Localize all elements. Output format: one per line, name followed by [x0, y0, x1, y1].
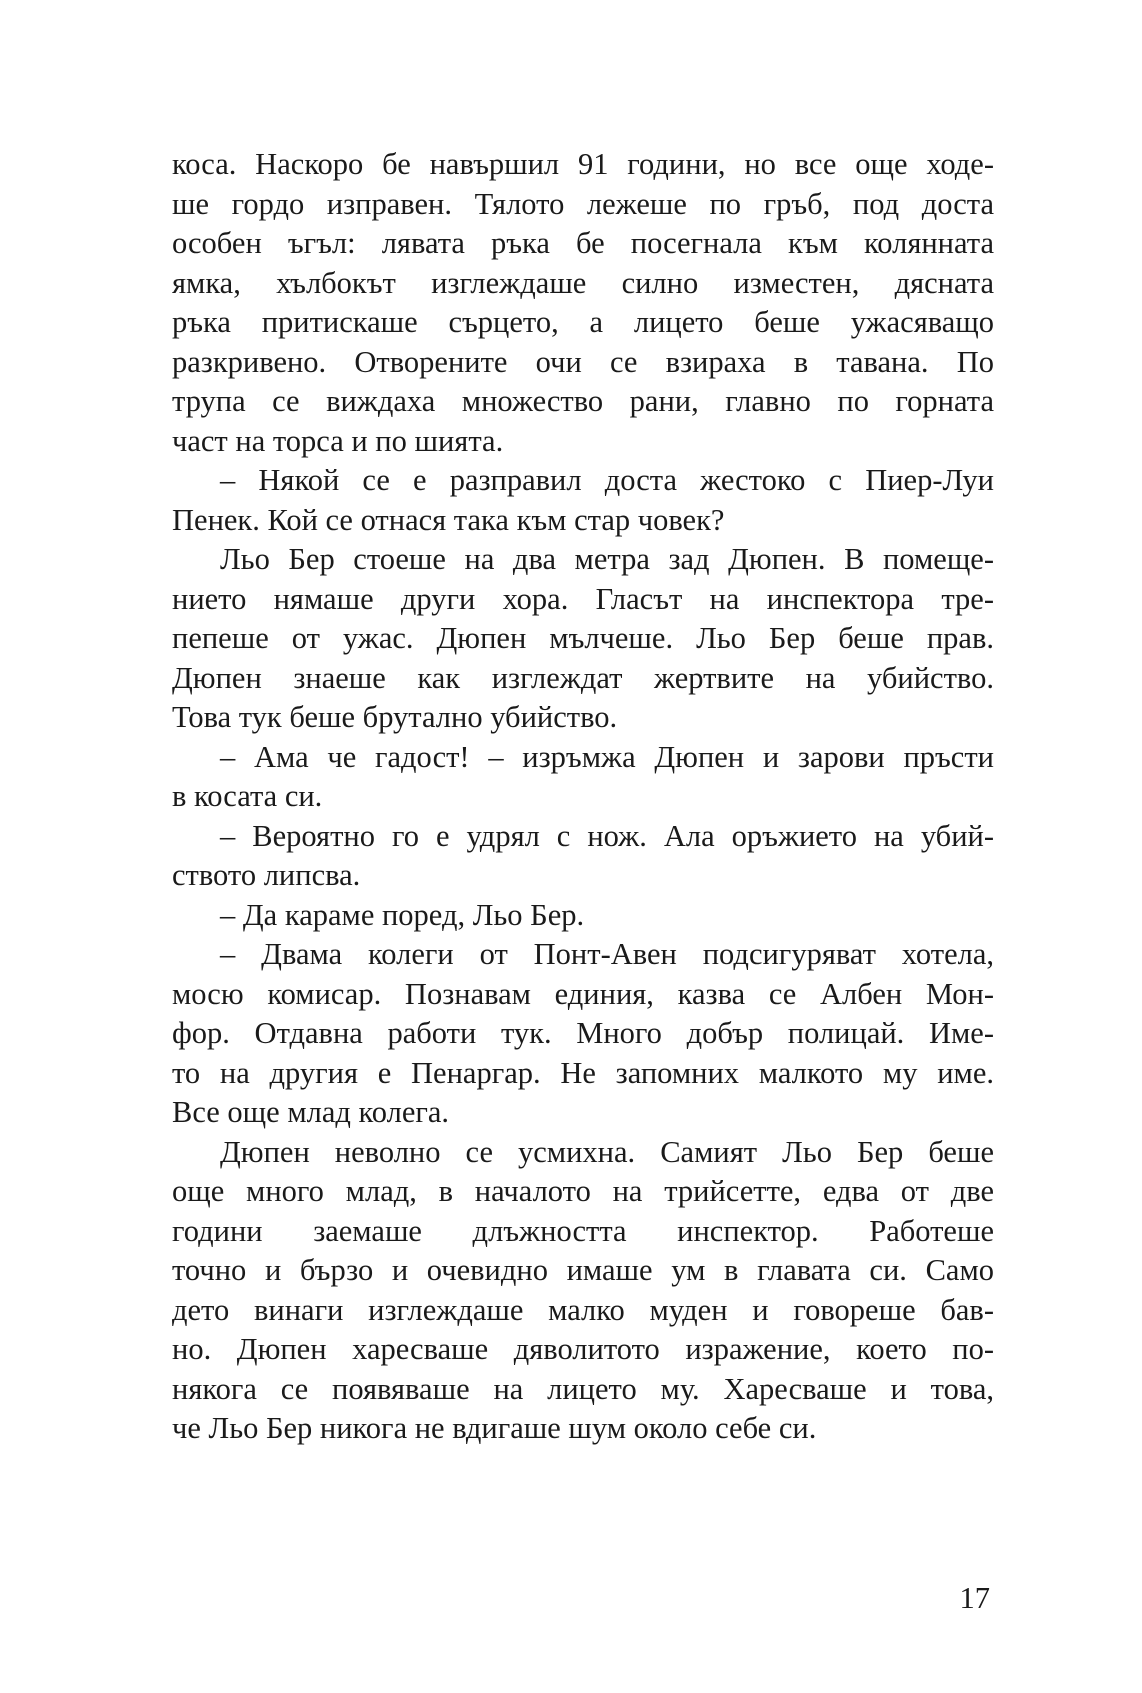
text-line: разкривено. Отворените очи се взираха в тавана. По	[172, 344, 994, 379]
text-line: ръка притискаше сърцето, а лицето беше ужасяващо	[172, 305, 994, 339]
text-line: – Някой се е разправил доста жестоко с Пиер-Луи	[220, 463, 994, 497]
text-line: то на другия е Пенаргар. Не запомних малкото му име.	[172, 1055, 994, 1090]
text-line: пепеше от ужас. Дюпен мълчеше. Льо Бер беше прав.	[172, 621, 994, 655]
text-line: Все още млад колега.	[172, 1095, 450, 1129]
text-line: Дюпен неволно се усмихна. Самият Льо Бер беше	[220, 1134, 994, 1169]
text-line: – Да караме поред, Льо Бер.	[220, 897, 585, 932]
text-line: ямка, хълбокът изглеждаше силно изместен, дясната	[172, 265, 994, 300]
text-line: част на торса и по шията.	[172, 423, 504, 458]
text-line: особен ъгъл: лявата ръка бе посегнала към колянната	[172, 226, 994, 260]
text-line: фор. Отдавна работи тук. Много добър полицай. Име-	[172, 1016, 994, 1050]
text-line: още много млад, в началото на трийсетте, едва от две	[172, 1174, 994, 1208]
text-line: някога се появяваше на лицето му. Харесваше и това,	[172, 1371, 994, 1406]
text-line: – Вероятно го е удрял с нож. Ала оръжието на убий-	[220, 818, 994, 853]
text-line: ше гордо изправен. Тялото лежеше по гръб, под доста	[172, 186, 994, 221]
page-number: 17	[959, 1581, 990, 1615]
text-line: нието нямаше други хора. Гласът на инспектора тре-	[172, 581, 994, 616]
text-line: дето винаги изглеждаше малко муден и говореше бав-	[172, 1292, 994, 1327]
text-line: в косата си.	[172, 779, 323, 813]
text-line: Пенек. Кой се отнася така към стар човек?	[172, 502, 725, 537]
text-line: Льо Бер стоеше на два метра зад Дюпен. В помеще-	[220, 542, 994, 576]
text-line: Дюпен знаеше как изглеждат жертвите на убийство.	[172, 660, 994, 695]
text-line: ството липсва.	[172, 858, 361, 892]
text-line: че Льо Бер никога не вдигаше шум около себе си.	[172, 1411, 817, 1445]
text-line: точно и бързо и очевидно имаше ум в главата си. Само	[172, 1253, 994, 1287]
text-line: години заемаше длъжността инспектор. Работеше	[172, 1213, 994, 1248]
text-line: мосю комисар. Познавам единия, казва се Албен Мон-	[172, 976, 994, 1011]
text-line: – Ама че гадост! – изръмжа Дюпен и зарови пръсти	[220, 739, 994, 774]
text-line: но. Дюпен харесваше дяволитото изражение, което по-	[172, 1332, 994, 1366]
body-text	[172, 145, 994, 1449]
text-line: – Двама колеги от Понт-Авен подсигуряват хотела,	[220, 937, 994, 971]
text-line: коса. Наскоро бе навършил 91 години, но все още ходе-	[172, 147, 994, 181]
text-line: трупа се виждаха множество рани, главно по горната	[172, 384, 994, 418]
text-line: Това тук беше брутално убийство.	[172, 700, 618, 734]
